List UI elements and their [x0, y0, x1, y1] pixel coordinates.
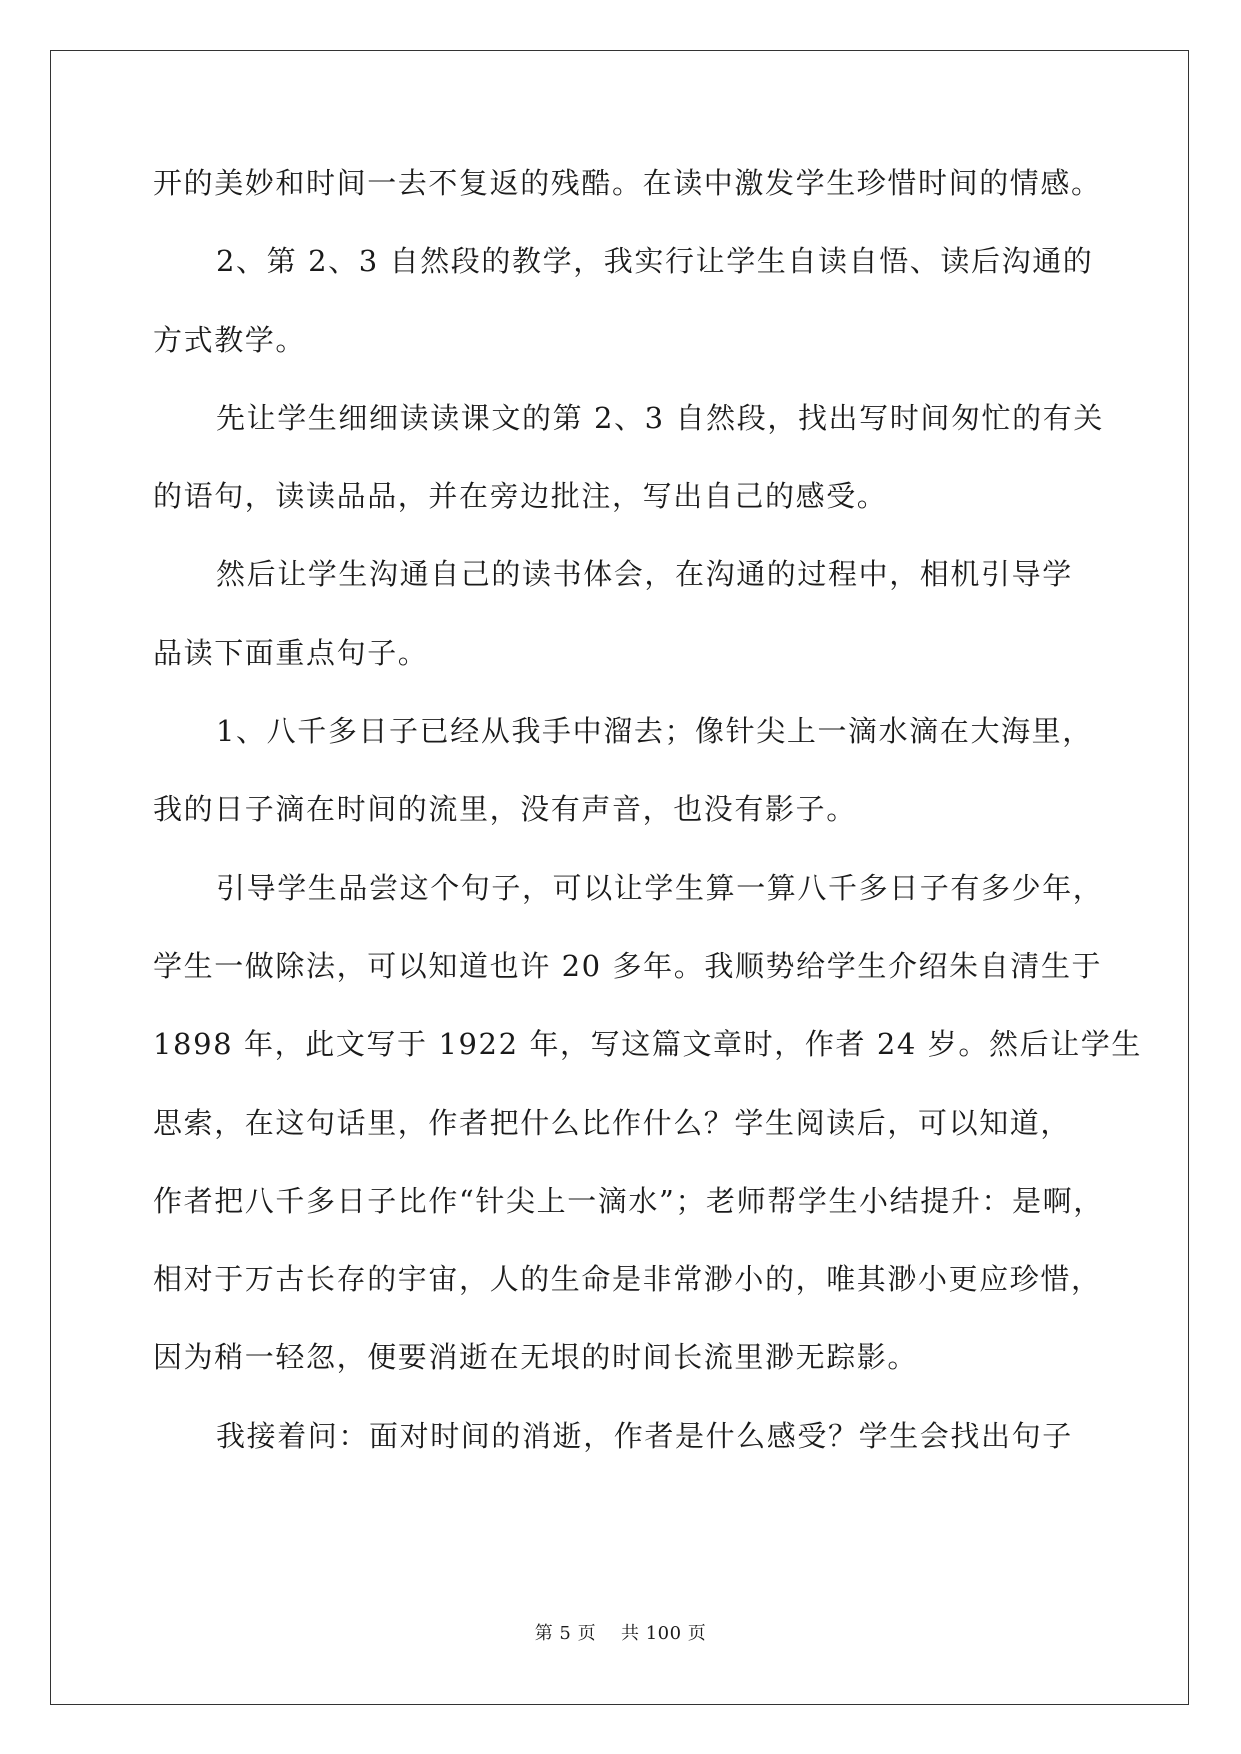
page-number-footer: 第 5 页 共 100 页 — [534, 1623, 707, 1644]
text-line: 1、八千多日子已经从我手中溜去；像针尖上一滴水滴在大海里， — [216, 714, 1093, 749]
text-line: 1898 年，此文写于 1922 年，写这篇文章时，作者 24 岁。然后让学生 — [153, 1027, 1142, 1062]
text-line: 因为稍一轻忽，便要消逝在无垠的时间长流里渺无踪影。 — [153, 1340, 919, 1375]
text-line: 先让学生细细读读课文的第 2、3 自然段，找出写时间匆忙的有关 — [216, 400, 1104, 435]
text-line: 我的日子滴在时间的流里，没有声音，也没有影子。 — [153, 792, 857, 827]
text-line: 然后让学生沟通自己的读书体会，在沟通的过程中，相机引导学 — [216, 557, 1073, 592]
text-line: 相对于万古长存的宇宙，人的生命是非常渺小的，唯其渺小更应珍惜， — [153, 1262, 1102, 1297]
text-line: 2、第 2、3 自然段的教学，我实行让学生自读自悟、读后沟通的 — [216, 244, 1094, 279]
text-line: 作者把八千多日子比作“针尖上一滴水”；老师帮学生小结提升：是啊， — [153, 1183, 1104, 1218]
text-line: 我接着问：面对时间的消逝，作者是什么感受？学生会找出句子 — [216, 1418, 1073, 1453]
text-line: 品读下面重点句子。 — [153, 635, 429, 670]
text-line: 学生一做除法，可以知道也许 20 多年。我顺势给学生介绍朱自清生于 — [153, 948, 1103, 983]
document-body — [153, 163, 1142, 1494]
text-line: 开的美妙和时间一去不复返的残酷。在读中激发学生珍惜时间的情感。 — [153, 166, 1102, 200]
text-line: 方式教学。 — [153, 322, 307, 357]
text-line: 思索，在这句话里，作者把什么比作什么？学生阅读后，可以知道， — [153, 1105, 1072, 1140]
text-line: 的语句，读读品品，并在旁边批注，写出自己的感受。 — [153, 479, 888, 514]
text-line: 引导学生品尝这个句子，可以让学生算一算八千多日子有多少年， — [216, 870, 1104, 905]
